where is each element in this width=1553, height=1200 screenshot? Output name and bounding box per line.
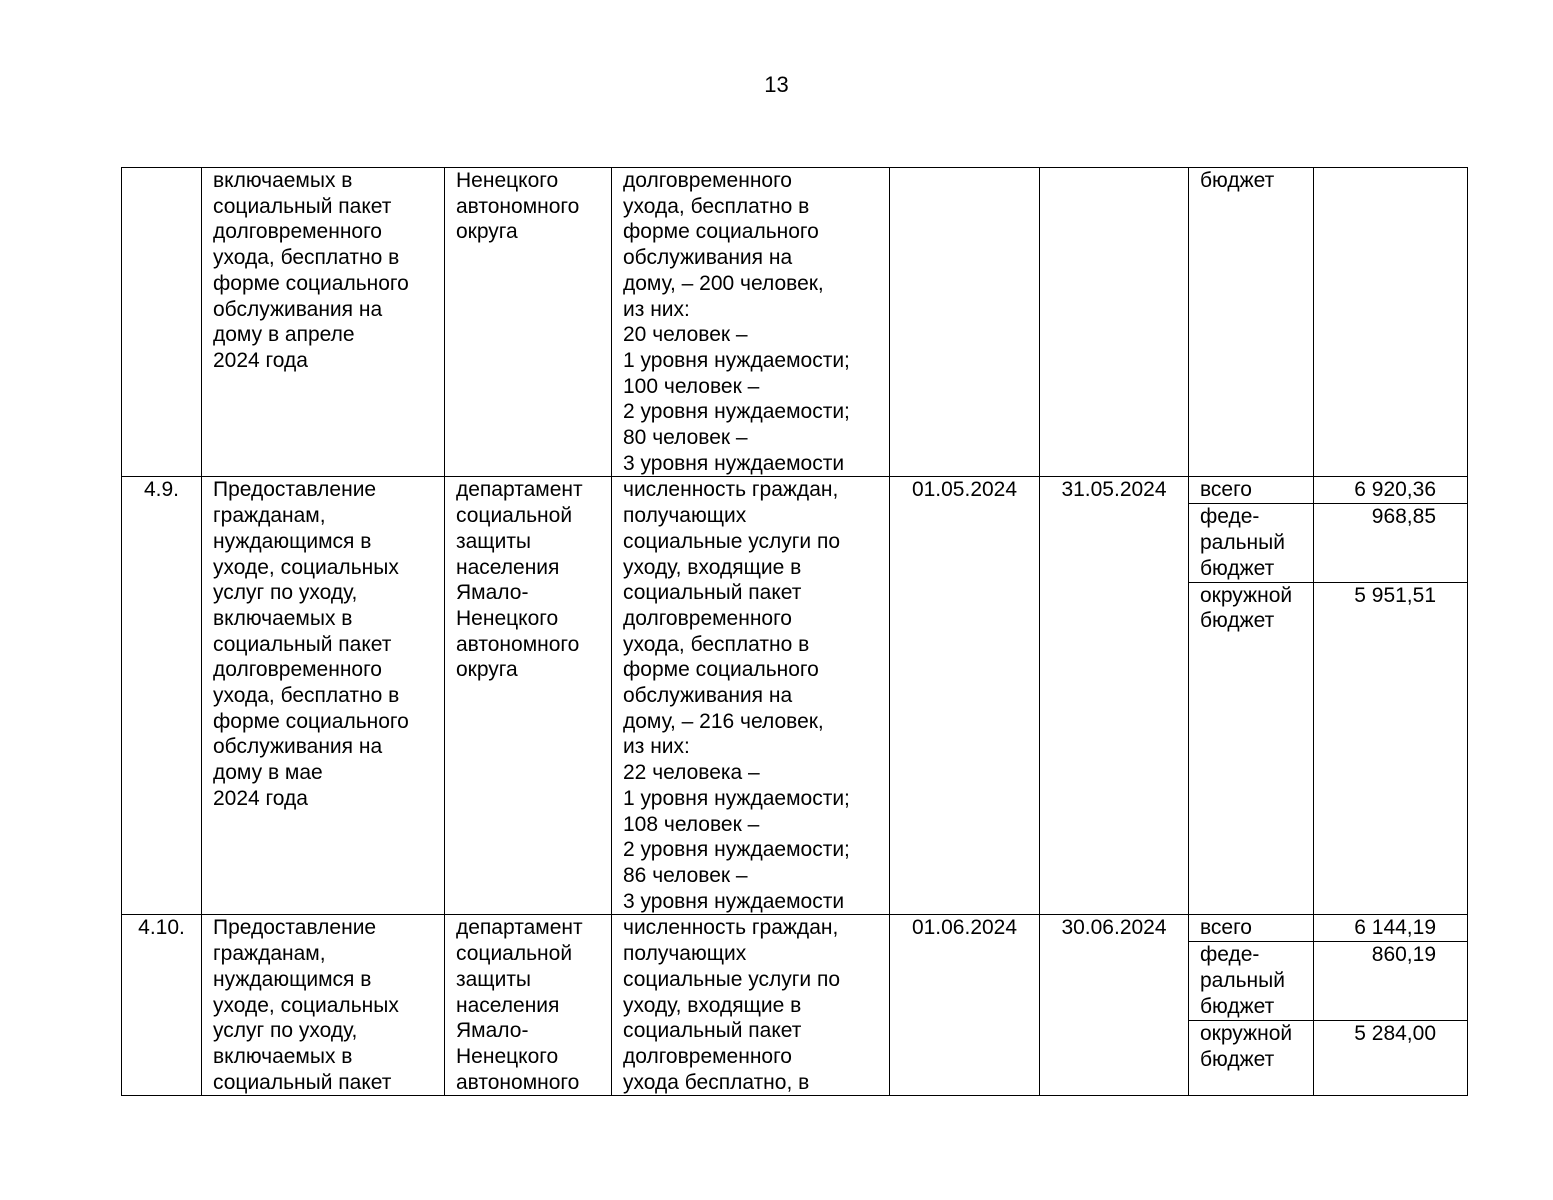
- funding-amount: 5 951,51: [1314, 582, 1468, 915]
- end-date: 31.05.2024: [1040, 477, 1189, 915]
- start-date: [890, 168, 1040, 477]
- end-date: [1040, 168, 1189, 477]
- executor-cell: Ненецкого автономного округа: [445, 168, 612, 477]
- funding-source: бюджет: [1189, 168, 1314, 477]
- funding-source: феде- ральный бюджет: [1189, 942, 1314, 1021]
- plan-table: [121, 167, 1468, 1096]
- table-row: [122, 915, 1468, 942]
- funding-amount: 968,85: [1314, 504, 1468, 582]
- action-cell: Предоставление гражданам, нуждающимся в уходе, социальных услуг по уходу, включаемых в социальный пакет: [202, 915, 445, 1096]
- table-row: [122, 168, 1468, 477]
- action-cell: включаемых в социальный пакет долговременного ухода, бесплатно в форме социального обслуживания на дому в апреле 2024 года: [202, 168, 445, 477]
- row-number: 4.9.: [122, 477, 202, 915]
- funding-amount: 6 144,19: [1314, 915, 1468, 942]
- row-number: [122, 168, 202, 477]
- funding-source: окружной бюджет: [1189, 582, 1314, 915]
- funding-amount: 5 284,00: [1314, 1020, 1468, 1095]
- end-date: 30.06.2024: [1040, 915, 1189, 1096]
- action-cell: Предоставление гражданам, нуждающимся в уходе, социальных услуг по уходу, включаемых в социальный пакет долговременного ухода, бесплатно в форме социального обслуживания на дому в мае 2024 года: [202, 477, 445, 915]
- funding-amount: 6 920,36: [1314, 477, 1468, 504]
- start-date: 01.06.2024: [890, 915, 1040, 1096]
- indicator-cell: долговременного ухода, бесплатно в форме социального обслуживания на дому, – 200 человек, из них: 20 человек – 1 уровня нуждаемости; 100 человек – 2 уровня нуждаемости; 80 человек – 3 уровня нуждаемости: [612, 168, 890, 477]
- executor-cell: департамент социальной защиты населения Ямало- Ненецкого автономного округа: [445, 477, 612, 915]
- funding-source: всего: [1189, 915, 1314, 942]
- funding-source: окружной бюджет: [1189, 1020, 1314, 1095]
- page-number: 13: [764, 72, 789, 97]
- row-number: 4.10.: [122, 915, 202, 1096]
- funding-source: всего: [1189, 477, 1314, 504]
- indicator-cell: численность граждан, получающих социальные услуги по уходу, входящие в социальный пакет долговременного ухода, бесплатно в форме социального обслуживания на дому, – 216 человек, из них: 22 человека – 1 уровня нуждаемости; 108 человек – 2 уровня нуждаемости; 86 человек – 3 уровня нуждаемости: [612, 477, 890, 915]
- executor-cell: департамент социальной защиты населения Ямало- Ненецкого автономного: [445, 915, 612, 1096]
- table-row: [122, 477, 1468, 504]
- funding-amount: [1314, 168, 1468, 477]
- funding-amount: 860,19: [1314, 942, 1468, 1021]
- indicator-cell: численность граждан, получающих социальные услуги по уходу, входящие в социальный пакет долговременного ухода бесплатно, в: [612, 915, 890, 1096]
- start-date: 01.05.2024: [890, 477, 1040, 915]
- funding-source: феде- ральный бюджет: [1189, 504, 1314, 582]
